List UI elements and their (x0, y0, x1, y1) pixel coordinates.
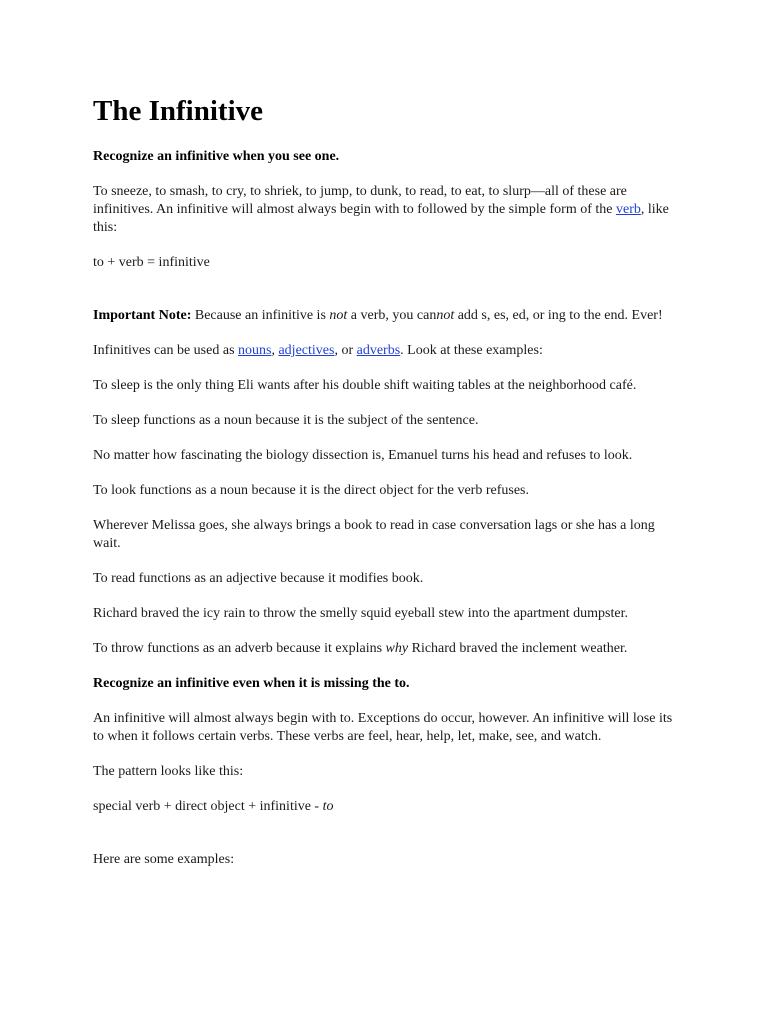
explanation-look: To look functions as a noun because it is the direct object for the verb refuses. (93, 483, 529, 498)
document-page (93, 94, 683, 886)
uses-text-2: , (271, 343, 279, 358)
explanation-sleep: To sleep functions as a noun because it is the subject of the sentence. (93, 413, 479, 428)
important-note-em-2: not (436, 308, 455, 323)
explanation-throw-em: why (385, 641, 409, 656)
paragraph-uses (93, 342, 683, 360)
formula-special-verb-em: to (322, 799, 334, 814)
explanation-throw (93, 640, 683, 658)
important-note-text-1: Because an infinitive is (191, 308, 330, 323)
example-sleep: To sleep is the only thing Eli wants after his double shift waiting tables at the neighborhood café. (93, 378, 637, 393)
paragraph-intro-text-a: To sneeze, to smash, to cry, to shriek, to jump, to dunk, to read, to eat, to slurp—all of these are infinitives. An infinitive will almost always begin with to followed by the simple form of the (93, 184, 627, 217)
important-note-text-3: add s, es, ed, or ing to the end. Ever! (454, 308, 663, 323)
formula-special-verb-text: special verb + direct object + infinitive - (93, 799, 323, 814)
paragraph-intro-text-b: , like this: (93, 202, 669, 235)
paragraph-exceptions: An infinitive will almost always begin with to. Exceptions do occur, however. An infinitive will lose its to when it follows certain verbs. These verbs are feel, hear, help, let, make, see, and watch. (93, 711, 673, 744)
link-adjectives[interactable]: adjectives (278, 343, 335, 358)
example-look: No matter how fascinating the biology dissection is, Emanuel turns his head and refuses to look. (93, 448, 633, 463)
important-note-text-2: a verb, you can (347, 308, 437, 323)
important-note (93, 307, 683, 325)
link-verb[interactable]: verb (615, 202, 641, 217)
examples-intro: Here are some examples: (93, 852, 235, 867)
section-heading-missing-to: Recognize an infinitive even when it is missing the to. (93, 676, 410, 691)
formula-infinitive: to + verb = infinitive (93, 255, 210, 270)
formula-special-verb (93, 798, 683, 816)
section-heading-recognize: Recognize an infinitive when you see one. (93, 149, 340, 164)
uses-text-3: , or (334, 343, 357, 358)
link-adverbs[interactable]: adverbs (356, 343, 401, 358)
explanation-read: To read functions as an adjective because it modifies book. (93, 571, 424, 586)
link-nouns[interactable]: nouns (238, 343, 272, 358)
explanation-throw-text-2: Richard braved the inclement weather. (408, 641, 628, 656)
example-read: Wherever Melissa goes, she always brings a book to read in case conversation lags or she has a long wait. (93, 518, 655, 551)
explanation-throw-text-1: To throw functions as an adverb because it explains (93, 641, 386, 656)
uses-text-1: Infinitives can be used as (93, 343, 239, 358)
important-note-label: Important Note: (93, 308, 192, 323)
important-note-em-1: not (329, 308, 348, 323)
pattern-intro: The pattern looks like this: (93, 764, 244, 779)
example-throw: Richard braved the icy rain to throw the smelly squid eyeball stew into the apartment dumpster. (93, 606, 628, 621)
page-title: The Infinitive (93, 95, 263, 127)
uses-text-4: . Look at these examples: (400, 343, 543, 358)
paragraph-intro (93, 183, 683, 237)
